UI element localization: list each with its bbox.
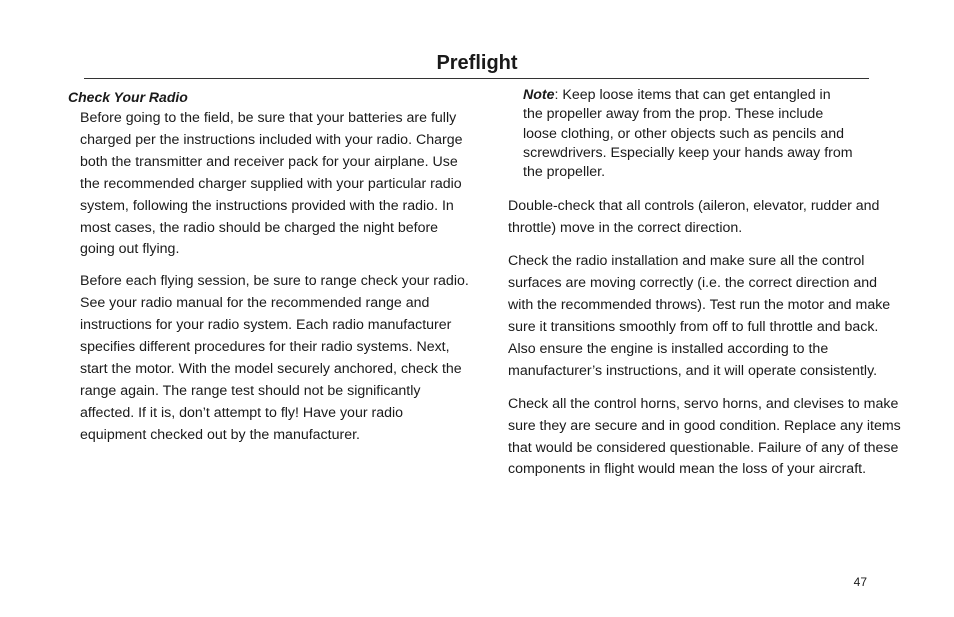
note-label: Note [523,87,555,103]
page-number: 47 [853,575,867,589]
body-paragraph: Double-check that all controls (aileron, elevator, rudder and throttle) move in the correct direction. [508,198,880,237]
right-column [508,86,903,481]
body-paragraph: Before going to the field, be sure that your batteries are fully charged per the instructions included with your radio. Charge both the transmitter and receiver pack for your airplane. Use the recommended charger supplied with your particular radio system, following the instructions provided with the radio. In most cases, the radio should be charged the night before going out flying. [80,110,463,258]
note-text: : Keep loose items that can get entangled in the propeller away from the prop. These include loose clothing, or other objects such as pencils and screwdrivers. Especially keep your hands away from the propeller. [523,87,853,181]
body-paragraph: Check all the control horns, servo horns, and clevises to make sure they are secure and in good condition. Replace any items that would be considered questionable. Failure of any of these components in flight would mean the loss of your aircraft. [508,395,901,478]
body-paragraph: Check the radio installation and make sure all the control surfaces are moving correctly (i.e. the correct direction and with the recommended throws). Test run the motor and make sure it transitions smoothly from off to full throttle and back. Also ensure the engine is installed according to the manufacturer’s instructions, and it will operate consistently. [508,253,891,379]
page-title: Preflight [436,52,518,74]
title-divider [84,78,869,79]
body-paragraph: Before each flying session, be sure to range check your radio. See your radio manual for the recommended range and instructions for your radio system. Each radio manufacturer specifies different procedures for their radio systems. Next, start the motor. With the model securely anchored, check the range again. The range test should not be significantly affected. If it is, don’t attempt to fly! Have your radio equipment checked out by the manufacturer. [80,273,469,443]
note-block [523,86,853,182]
section-heading: Check Your Radio [68,89,188,105]
left-column [68,86,488,447]
